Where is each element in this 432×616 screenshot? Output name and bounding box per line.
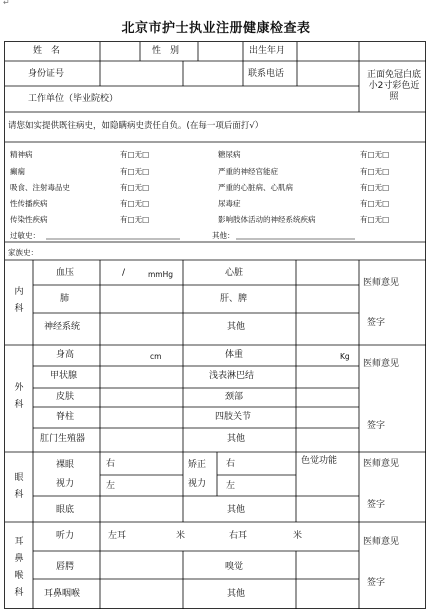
phone-field[interactable]	[299, 63, 357, 84]
history-item: 严重的神经官能症	[218, 167, 278, 176]
id-label: 身份证号	[28, 69, 65, 79]
history-item: 严重的心脏病、心肌病	[218, 183, 293, 192]
limbs-label: 四肢关节	[215, 412, 252, 422]
birth-field[interactable]	[299, 44, 357, 59]
eye-doctor-opinion: 医师意见	[363, 459, 400, 469]
corrected-left-label: 左	[226, 481, 236, 491]
history-check[interactable]: 有□无□	[360, 183, 390, 192]
history-check[interactable]: 有□无□	[120, 215, 150, 224]
lung-label: 肺	[60, 294, 70, 304]
neck-label: 颈部	[225, 392, 244, 402]
bp-separator: /	[122, 268, 126, 278]
family-history-label: 家族史：	[8, 248, 38, 257]
surgery-section-label: 外科	[14, 383, 24, 410]
other-history-label: 其他：	[212, 231, 235, 240]
throat-label: 耳鼻咽喉	[44, 589, 81, 599]
history-item: 性传播疾病	[10, 199, 48, 208]
corrected-vision-label: 视力	[188, 479, 207, 489]
right-ear-meter: 米	[293, 531, 303, 541]
allergy-field[interactable]	[46, 228, 180, 239]
gender-field[interactable]	[200, 44, 241, 59]
gender-label: 性 别	[152, 46, 180, 56]
liver-label: 肝、脾	[220, 294, 248, 304]
birth-label: 出生年月	[249, 46, 286, 56]
eye-section-label: 眼科	[14, 473, 24, 500]
ent-doctor-opinion: 医师意见	[363, 537, 400, 547]
ent-signature: 签字	[367, 578, 386, 588]
weight-label: 体重	[225, 350, 244, 360]
naked-left-label: 左	[106, 481, 116, 491]
history-check[interactable]: 有□无□	[360, 199, 390, 208]
smell-label: 嗅觉	[225, 562, 244, 572]
anal-label: 肛门生殖器	[40, 434, 86, 444]
right-ear-label: 右耳	[229, 531, 248, 541]
surgery-signature: 签字	[367, 421, 386, 431]
ent-other-label: 其他	[227, 589, 246, 599]
history-item: 尿毒症	[218, 199, 241, 208]
name-label: 姓 名	[33, 46, 61, 56]
surgery-doctor-opinion: 医师意见	[363, 359, 400, 369]
paragraph-mark: ↵	[3, 0, 10, 7]
eye-other-label: 其他	[227, 505, 246, 515]
bp-unit: mmHg	[148, 270, 174, 279]
history-item: 传染性疾病	[10, 215, 48, 224]
height-unit: cm	[150, 352, 162, 361]
photo-box: 正面免冠白底小2寸彩色近照	[366, 70, 421, 102]
history-check[interactable]: 有□无□	[360, 215, 390, 224]
internal-doctor-opinion: 医师意见	[363, 278, 400, 288]
history-check[interactable]: 有□无□	[360, 167, 390, 176]
spine-label: 脊柱	[56, 412, 75, 422]
work-field[interactable]	[140, 89, 355, 110]
thyroid-label: 甲状腺	[50, 371, 78, 381]
hearing-label: 听力	[56, 531, 75, 541]
history-check[interactable]: 有□无□	[360, 150, 390, 159]
internal-other-label: 其他	[227, 322, 246, 332]
left-ear-label: 左耳	[108, 531, 127, 541]
history-check[interactable]: 有□无□	[120, 167, 150, 176]
eye-signature: 签字	[367, 500, 386, 510]
id-field[interactable]	[102, 63, 181, 84]
skin-label: 皮肤	[56, 392, 75, 402]
history-item: 癫痫	[10, 167, 25, 176]
internal-section-label: 内科	[14, 287, 24, 314]
naked-right-label: 右	[106, 459, 116, 469]
history-check[interactable]: 有□无□	[120, 183, 150, 192]
other-history-field[interactable]	[236, 228, 355, 239]
name-field[interactable]	[102, 44, 138, 59]
color-vision-label: 色觉功能	[301, 456, 338, 466]
vision-label: 视力	[56, 479, 75, 489]
history-item: 影响肢体活动的神经系统疾病	[218, 215, 316, 224]
history-check[interactable]: 有□无□	[120, 150, 150, 159]
surgery-other-label: 其他	[227, 434, 246, 444]
corrected-right-label: 右	[226, 459, 236, 469]
naked-eye-label: 裸眼	[56, 460, 75, 470]
lip-label: 唇腭	[56, 562, 75, 572]
left-ear-meter: 米	[176, 531, 186, 541]
history-notice: 请您如实提供既往病史，如隐瞒病史责任自负。(在每一项后面打√）	[8, 121, 264, 131]
phone-label: 联系电话	[248, 69, 285, 79]
allergy-label: 过敏史：	[10, 231, 40, 240]
history-item: 精神病	[10, 150, 33, 159]
bp-label: 血压	[56, 268, 75, 278]
work-label: 工作单位（毕业院校）	[28, 94, 119, 104]
ent-section-label: 耳鼻喉科	[14, 537, 24, 598]
internal-signature: 签字	[367, 318, 386, 328]
height-label: 身高	[56, 350, 75, 360]
heart-label: 心脏	[225, 268, 244, 278]
lymph-label: 浅表淋巴结	[209, 371, 255, 381]
history-item: 糖尿病	[218, 150, 241, 159]
weight-unit: Kg	[340, 352, 350, 361]
corrected-label: 矫正	[188, 460, 207, 470]
history-check[interactable]: 有□无□	[120, 199, 150, 208]
fundus-label: 眼底	[56, 505, 75, 515]
neuro-label: 神经系统	[44, 322, 81, 332]
form-title: 北京市护士执业注册健康检查表	[121, 21, 311, 36]
history-item: 吸食、注射毒品史	[10, 183, 70, 192]
